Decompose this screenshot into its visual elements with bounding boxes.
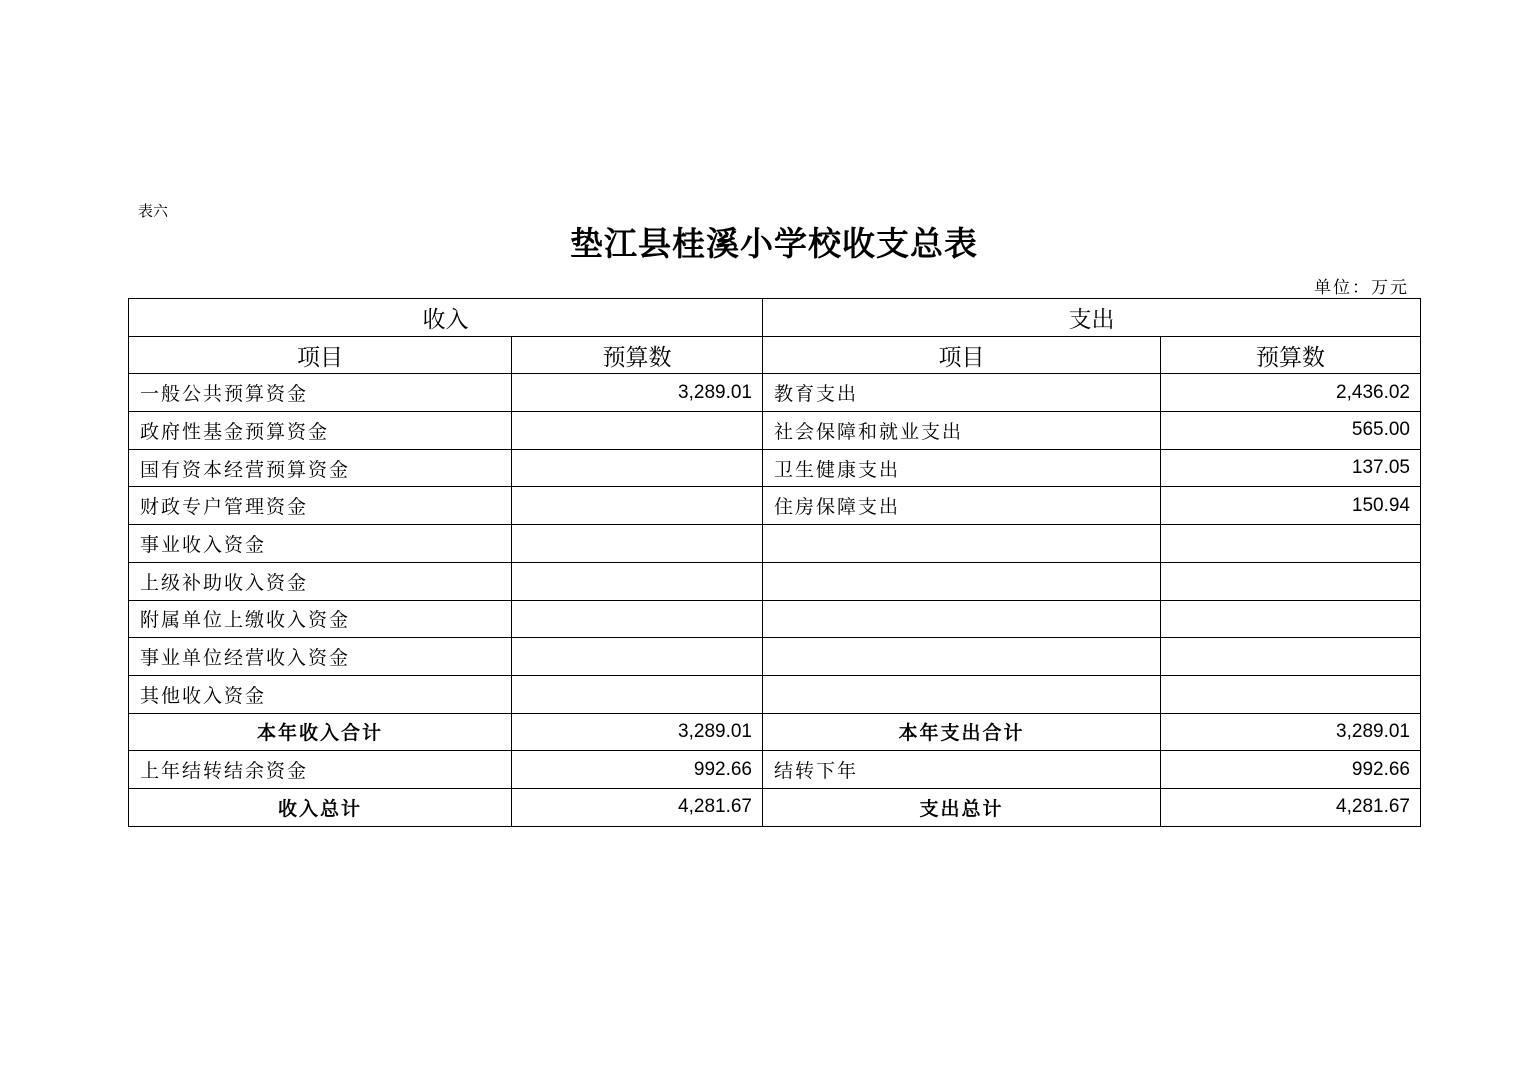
income-item: 财政专户管理资金 (129, 487, 512, 525)
income-item: 事业收入资金 (129, 525, 512, 563)
expense-amount-column-header: 预算数 (1161, 336, 1421, 374)
expense-amount: 2,436.02 (1161, 374, 1421, 412)
income-amount (512, 638, 763, 676)
income-section-header: 收入 (129, 299, 763, 337)
income-item: 附属单位上缴收入资金 (129, 600, 512, 638)
expense-amount: 565.00 (1161, 412, 1421, 450)
expense-amount (1161, 562, 1421, 600)
expense-item: 社会保障和就业支出 (763, 412, 1161, 450)
document-title: 垫江县桂溪小学校收支总表 (570, 224, 978, 263)
expense-item (763, 675, 1161, 713)
expense-item: 教育支出 (763, 374, 1161, 412)
expense-item-column-header: 项目 (763, 336, 1161, 374)
expense-amount (1161, 600, 1421, 638)
income-grand-total-amount: 4,281.67 (512, 788, 763, 826)
table-row (129, 638, 1421, 676)
income-year-total-label: 本年收入合计 (129, 713, 512, 751)
expense-carryover-amount: 992.66 (1161, 751, 1421, 789)
income-item: 事业单位经营收入资金 (129, 638, 512, 676)
expense-item (763, 525, 1161, 563)
expense-item (763, 600, 1161, 638)
grand-total-row (129, 788, 1421, 826)
expense-carryover-label: 结转下年 (763, 751, 1161, 789)
expense-grand-total-amount: 4,281.67 (1161, 788, 1421, 826)
table-row (129, 675, 1421, 713)
expense-amount (1161, 675, 1421, 713)
income-amount (512, 412, 763, 450)
expense-amount: 137.05 (1161, 449, 1421, 487)
carryover-row (129, 751, 1421, 789)
table-row (129, 562, 1421, 600)
expense-amount (1161, 638, 1421, 676)
income-amount-column-header: 预算数 (512, 336, 763, 374)
income-grand-total-label: 收入总计 (129, 788, 512, 826)
expense-amount (1161, 525, 1421, 563)
income-carryover-label: 上年结转结余资金 (129, 751, 512, 789)
table-number-label: 表六 (138, 202, 169, 220)
table-row (129, 525, 1421, 563)
expense-amount: 150.94 (1161, 487, 1421, 525)
expense-section-header: 支出 (763, 299, 1421, 337)
table-row (129, 487, 1421, 525)
income-item: 政府性基金预算资金 (129, 412, 512, 450)
income-item: 国有资本经营预算资金 (129, 449, 512, 487)
expense-item (763, 562, 1161, 600)
table-row (129, 412, 1421, 450)
income-amount (512, 675, 763, 713)
expense-item: 住房保障支出 (763, 487, 1161, 525)
income-amount (512, 562, 763, 600)
table-row (129, 449, 1421, 487)
income-item: 其他收入资金 (129, 675, 512, 713)
year-total-row (129, 713, 1421, 751)
income-item-column-header: 项目 (129, 336, 512, 374)
expense-grand-total-label: 支出总计 (763, 788, 1161, 826)
table-row (129, 600, 1421, 638)
income-amount (512, 525, 763, 563)
income-amount (512, 487, 763, 525)
income-amount (512, 600, 763, 638)
income-item: 一般公共预算资金 (129, 374, 512, 412)
income-item: 上级补助收入资金 (129, 562, 512, 600)
expense-item (763, 638, 1161, 676)
section-header-row (129, 299, 1421, 337)
income-amount (512, 449, 763, 487)
budget-summary-table (128, 298, 1421, 827)
table-row (129, 374, 1421, 412)
expense-item: 卫生健康支出 (763, 449, 1161, 487)
expense-year-total-amount: 3,289.01 (1161, 713, 1421, 751)
column-header-row (129, 336, 1421, 374)
income-amount: 3,289.01 (512, 374, 763, 412)
expense-year-total-label: 本年支出合计 (763, 713, 1161, 751)
income-carryover-amount: 992.66 (512, 751, 763, 789)
income-year-total-amount: 3,289.01 (512, 713, 763, 751)
unit-label: 单位：万元 (1314, 278, 1409, 298)
